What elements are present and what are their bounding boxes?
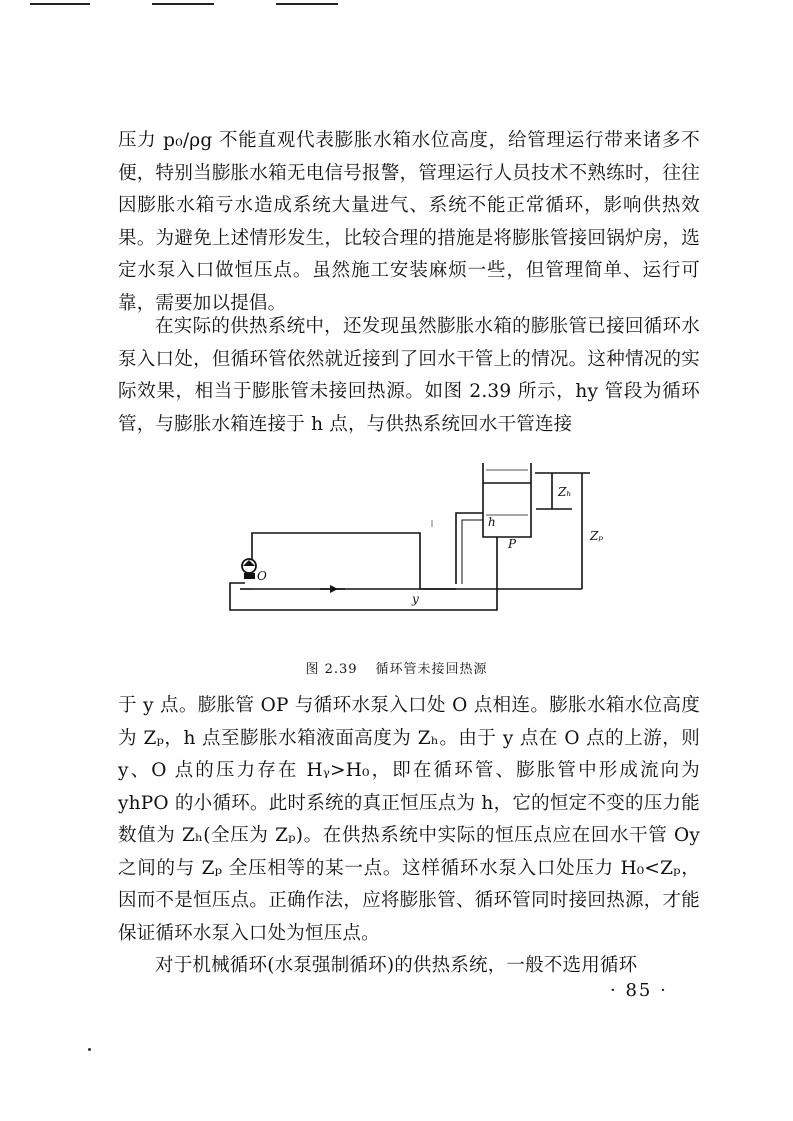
label-zp: Zₚ xyxy=(590,529,604,543)
label-y: y xyxy=(412,592,419,606)
label-o: O xyxy=(257,569,267,583)
label-zh: Zₕ xyxy=(558,485,572,499)
label-p: P xyxy=(508,537,517,551)
circulation-pipe-inner xyxy=(462,520,483,584)
figure-caption xyxy=(0,658,793,677)
flow-arrow-head xyxy=(330,585,338,593)
paragraph-1: 压力 p₀/ρg 不能直观代表膨胀水箱水位高度，给管理运行带来诸多不便，特别当膨胀水箱无电信号报警，管理运行人员技术不熟练时，往往因膨胀水箱亏水造成系统大量进气、系统不能正常循环，影响供热效果。为避免上述情形发生，比较合理的措施是将膨胀管接回锅炉房，选定水泵入口做恒压点。虽然施工安装麻烦一些，但管理简单、运行可靠，需要加以提倡。 xyxy=(118,130,700,314)
figure-caption-number: 图 2.39 xyxy=(305,662,358,677)
figure-caption-title: 循环管未接回热源 xyxy=(375,662,488,677)
paragraph-2: 在实际的供热系统中，还发现虽然膨胀水箱的膨胀管已接回循环水泵入口处，但循环管依然就近接到了回水干管上的情况。这种情况的实际效果，相当于膨胀管未接回热源。如图 2.39 所示，hy 管段为循环管，与膨胀水箱连接于 h 点，与供热系统回水干管连接 xyxy=(118,316,700,435)
supply-pipe xyxy=(252,533,420,589)
expansion-pipe-op xyxy=(230,537,497,610)
scan-speck xyxy=(88,1048,91,1051)
paragraph-3: 于 y 点。膨胀管 OP 与循环水泵入口处 O 点相连。膨胀水箱水位高度为 Zₚ，h 点至膨胀水箱液面高度为 Zₕ。由于 y 点在 O 点的上游，则 y、O 点的压力存在 Hᵧ>H₀，即在循环管、膨胀管中形成流向为 yhPO 的小循环。此时系统的真正恒压点为 h，它的恒定不变的压力能数值为 Zₕ(全压为 Zₚ)。在供热系统中实际的恒压点应在回水干管 Oy 之间的与 Zₚ 全压相等的某一点。这样循环水泵入口处压力 H₀<Zₚ，因而不是恒压点。正确作法，应将膨胀管、循环管同时接回热源，才能保证循环水泵入口处为恒压点。 xyxy=(118,695,700,944)
page-number: · 85 · xyxy=(610,980,668,1001)
label-h: h xyxy=(488,515,496,529)
circulation-pipe-hy xyxy=(456,513,483,584)
pump-base xyxy=(244,573,255,579)
paragraph-4: 对于机械循环(水泵强制循环)的供热系统，一般不选用循环 xyxy=(155,955,638,976)
